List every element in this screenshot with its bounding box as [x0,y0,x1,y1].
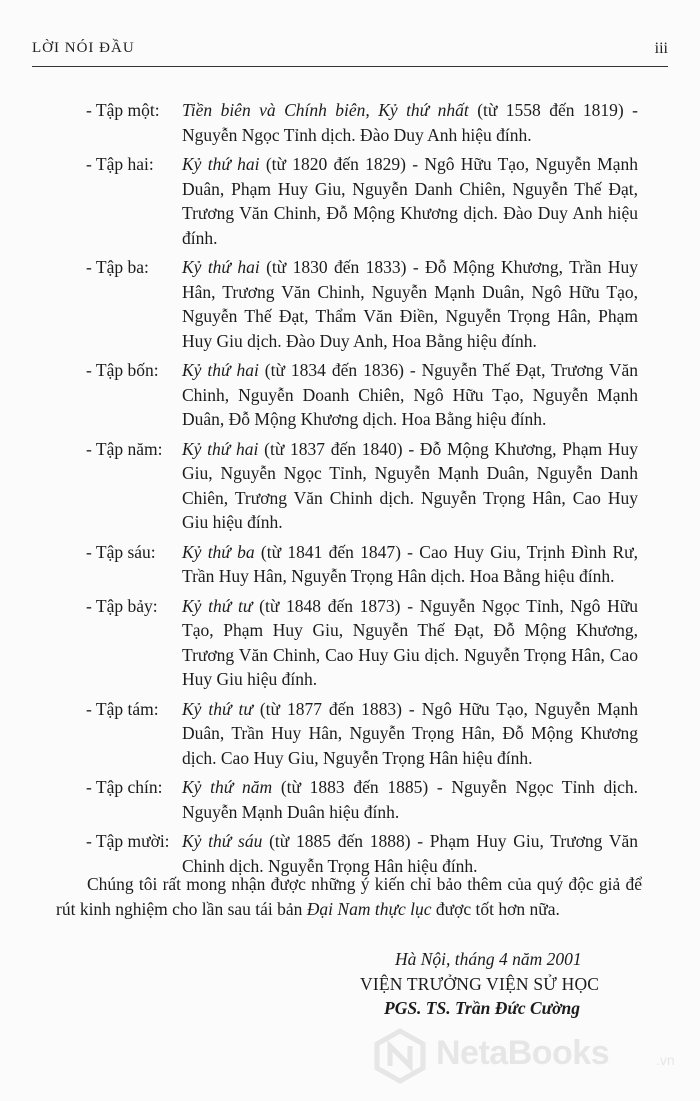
volume-entry [0,437,700,535]
volume-label: - Tập bốn: [86,360,159,380]
volume-description [182,358,638,432]
closing-paragraph [56,872,642,921]
closing-text: Chúng tôi rất mong nhận được những ý kiến chỉ bảo thêm của quý độc giả để rút kinh nghiệm cho lần sau tái bản [56,874,642,919]
volume-description [182,255,638,353]
place-date: Hà Nội, tháng 4 năm 2001 [395,949,582,969]
volume-label: - Tập mười: [86,831,170,851]
volume-entry [0,152,700,250]
volume-label: - Tập hai: [86,154,154,174]
volume-description [182,775,638,824]
closing-text-end: được tốt hơn nữa. [431,898,560,919]
volume-entry [0,697,700,771]
signatory-name: PGS. TS. Trần Đức Cường [384,998,580,1018]
volume-list [0,98,700,883]
volume-series: Kỷ thứ hai [182,154,260,174]
header-rule [32,66,668,67]
volume-details: (từ 1848 đến 1873) - Nguyễn Ngọc Tỉnh, Ngô Hữu Tạo, Phạm Huy Giu, Nguyễn Thế Đạt, Đỗ Mộng Khương, Trương Văn Chinh, Cao Huy Giu dịch. Nguyễn Trọng Hân, Cao Huy Giu hiệu đính. [182,595,638,689]
page-number: iii [654,40,668,57]
volume-details: (từ 1820 đến 1829) - Ngô Hữu Tạo, Nguyễn Mạnh Duân, Phạm Huy Giu, Nguyễn Danh Chiên, Nguyễn Thế Đạt, Trương Văn Chinh, Đỗ Mộng Khương dịch. Đào Duy Anh hiệu đính. [182,154,638,248]
watermark-brand: NetaBooks [436,1034,610,1072]
volume-series: Kỷ thứ sáu [182,831,263,851]
volume-label: - Tập sáu: [86,541,156,562]
volume-series: Kỷ thứ hai [182,257,260,277]
volume-details: (từ 1841 đến 1847) - Cao Huy Giu, Trịnh Đình Rư, Trần Huy Hân, Nguyễn Trọng Hân dịch. Hoa Bằng hiệu đính. [182,541,638,586]
volume-entry [0,358,700,432]
netabooks-logo-icon [372,1028,428,1084]
volume-series: Kỷ thứ hai [182,438,259,459]
volume-details: (từ 1877 đến 1883) - Ngô Hữu Tạo, Nguyễn Mạnh Duân, Trần Huy Hân, Nguyễn Trọng Hân, Đỗ Mộng Khương dịch. Cao Huy Giu, Nguyễn Trọng Hân hiệu đính. [182,698,638,768]
volume-series: Kỷ thứ hai [182,360,259,380]
volume-series: Kỷ thứ tư [182,698,253,719]
volume-description [182,437,638,535]
volume-description [182,152,638,250]
volume-entry [0,594,700,692]
watermark [368,1028,688,1084]
running-title: LỜI NÓI ĐẦU [32,40,135,56]
volume-label: - Tập chín: [86,777,163,797]
volume-description [182,98,638,147]
volume-series: Kỷ thứ tư [182,595,253,616]
signature-block [360,947,620,1021]
volume-details: (từ 1883 đến 1885) - Nguyễn Ngọc Tỉnh dịch. Nguyễn Mạnh Duân hiệu đính. [182,777,638,822]
volume-entry [0,775,700,824]
volume-details: (từ 1834 đến 1836) - Nguyễn Thế Đạt, Trương Văn Chinh, Nguyễn Doanh Chiên, Ngô Hữu Tạo, Nguyễn Mạnh Duân, Đỗ Mộng Khương dịch. Hoa Bằng hiệu đính. [182,360,638,429]
watermark-suffix: .vn [656,1052,675,1068]
volume-description [182,594,638,692]
volume-label: - Tập tám: [86,698,159,719]
volume-label: - Tập năm: [86,438,163,459]
volume-label: - Tập một: [86,100,160,120]
volume-entry [0,540,700,589]
volume-description [182,540,638,589]
volume-label: - Tập bảy: [86,595,158,616]
volume-description [182,829,638,878]
volume-series: Tiền biên và Chính biên, Kỷ thứ nhất [182,100,469,120]
volume-details: (từ 1885 đến 1888) - Phạm Huy Giu, Trương Văn Chinh dịch. Nguyễn Trọng Hân hiệu đính. [182,831,638,876]
book-title: Đại Nam thực lục [306,898,432,919]
volume-entry [0,255,700,353]
running-head [32,40,668,57]
volume-label: - Tập ba: [86,257,149,277]
volume-series: Kỷ thứ ba [182,541,255,562]
volume-details: (từ 1837 đến 1840) - Đỗ Mộng Khương, Phạm Huy Giu, Nguyễn Ngọc Tỉnh, Nguyễn Mạnh Duân, Nguyễn Danh Chiên, Trương Văn Chinh dịch. Nguyễn Trọng Hân, Cao Huy Giu hiệu đính. [182,438,638,532]
volume-description [182,697,638,771]
volume-entry [0,98,700,147]
volume-entry [0,829,700,878]
volume-details: (từ 1830 đến 1833) - Đỗ Mộng Khương, Trần Huy Hân, Trương Văn Chinh, Nguyễn Mạnh Duân, Ngô Hữu Tạo, Nguyễn Thế Đạt, Thẩm Văn Điền, Nguyễn Trọng Hân, Phạm Huy Giu dịch. Đào Duy Anh, Hoa Bằng hiệu đính. [182,257,638,351]
volume-series: Kỷ thứ năm [182,777,273,797]
institution-title: VIỆN TRƯỞNG VIỆN SỬ HỌC [360,973,600,994]
volume-details: (từ 1558 đến 1819) - Nguyễn Ngọc Tỉnh dịch. Đào Duy Anh hiệu đính. [182,100,638,145]
